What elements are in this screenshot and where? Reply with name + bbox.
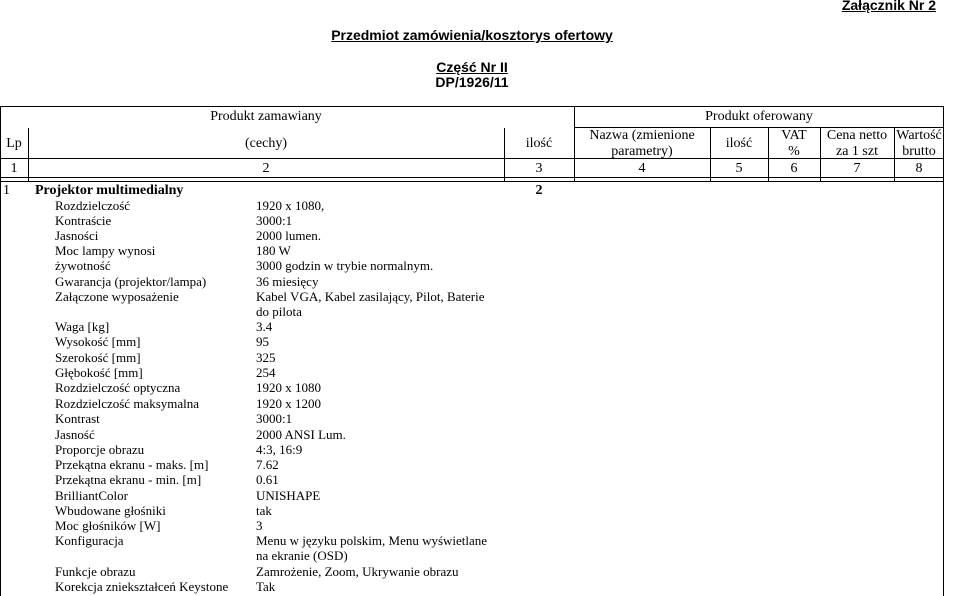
header-value-line1: Wartość: [896, 128, 942, 143]
spec-value: 3000 godzin w trybie normalnym.: [256, 258, 434, 273]
spec-value: 4:3, 16:9: [256, 442, 303, 457]
spec-label: Szerokość [mm]: [55, 350, 141, 365]
header-price: [820, 128, 894, 160]
col-number-1: 1: [10, 161, 18, 176]
header-name-line1: Nazwa (zmienione: [589, 128, 695, 143]
header-price-line1: Cena netto: [826, 128, 888, 143]
spec-value: Zamrożenie, Zoom, Ukrywanie obrazu: [256, 564, 459, 579]
header-features: (cechy): [245, 136, 287, 151]
spec-value: Menu w języku polskim, Menu wyświetlane: [256, 533, 488, 548]
spec-label: Przekątna ekranu - maks. [m]: [55, 457, 209, 472]
col-number-8: 8: [915, 161, 923, 176]
header-value-line2: brutto: [902, 144, 936, 159]
col-border-left: [0, 106, 1, 596]
spec-label: Konfiguracja: [55, 533, 124, 548]
annex-number: Załącznik Nr 2: [841, 0, 936, 13]
item-qty: 2: [535, 183, 543, 198]
spec-label: Waga [kg]: [55, 319, 110, 334]
spec-label: Rozdzielczość maksymalna: [55, 396, 200, 411]
spec-label: Wbudowane głośniki: [55, 503, 166, 518]
spec-value: 1920 x 1200: [256, 396, 321, 411]
spec-label: Kontraście: [55, 213, 112, 228]
spec-label: Gwarancja (projektor/lampa): [55, 274, 207, 289]
header-name-line2: parametry): [611, 144, 673, 159]
spec-value: 2000 lumen.: [256, 228, 321, 243]
spec-value: 1920 x 1080,: [256, 198, 325, 213]
spec-label: Załączone wyposażenie: [55, 289, 179, 304]
spec-label: Proporcje obrazu: [55, 442, 145, 457]
group-offered-label: Produkt oferowany: [705, 109, 813, 124]
spec-value: 3000:1: [256, 213, 293, 228]
spec-label: Jasności: [55, 228, 99, 243]
spec-value-continued: do pilota: [256, 304, 302, 319]
spec-value: UNISHAPE: [256, 488, 321, 503]
spec-label: Wysokość [mm]: [55, 334, 141, 349]
spec-value: 3000:1: [256, 411, 293, 426]
header-qty: ilość: [525, 136, 553, 151]
spec-value: 7.62: [256, 457, 279, 472]
col-number-3: 3: [535, 161, 543, 176]
reference-number: DP/1926/11: [435, 74, 509, 90]
document-subject: Przedmiot zamówienia/kosztorys ofertowy: [331, 27, 613, 43]
spec-label: Funkcje obrazu: [55, 564, 136, 579]
spec-value: 254: [256, 365, 276, 380]
group-ordered-label: Produkt zamawiany: [210, 109, 322, 124]
col-number-5: 5: [735, 161, 743, 176]
spec-value: 1920 x 1080: [256, 380, 321, 395]
spec-label: Jasność: [55, 427, 95, 442]
numbers-divider: [0, 177, 944, 178]
spec-value: 2000 ANSI Lum.: [256, 427, 346, 442]
header-lp: Lp: [6, 136, 22, 151]
item-name: Projektor multimedialny: [35, 183, 184, 198]
spec-value-continued: na ekranie (OSD): [256, 548, 348, 563]
spec-label: Moc głośników [W]: [55, 518, 161, 533]
spec-value: 36 miesięcy: [256, 274, 319, 289]
header-qty-offered: ilość: [725, 136, 753, 151]
header-vat-line1: VAT: [781, 128, 807, 143]
spec-value: 3: [256, 518, 263, 533]
order-table: [0, 106, 944, 596]
header-price-line2: za 1 szt: [836, 144, 878, 159]
spec-label: Korekcja zniekształceń Keystone: [55, 579, 229, 594]
spec-value: Kabel VGA, Kabel zasilający, Pilot, Baterie: [256, 289, 485, 304]
header-vat: [768, 128, 820, 160]
spec-label: Rozdzielczość: [55, 198, 131, 213]
spec-label: Rozdzielczość optyczna: [55, 380, 181, 395]
col-number-7: 7: [853, 161, 861, 176]
spec-value: 3.4: [256, 319, 273, 334]
item-lp: 1: [3, 183, 10, 198]
spec-label: Głębokość [mm]: [55, 365, 143, 380]
numbers-divider-double: [0, 181, 944, 182]
col-border-right: [943, 106, 944, 596]
spec-value: 180 W: [256, 243, 291, 258]
spec-value: tak: [256, 503, 272, 518]
spec-label: BrilliantColor: [55, 488, 128, 503]
part-number: Część Nr II: [436, 59, 508, 75]
spec-value: 0.61: [256, 472, 279, 487]
spec-label: Kontrast: [55, 411, 100, 426]
spec-value: 95: [256, 334, 269, 349]
spec-label: Przekątna ekranu - min. [m]: [55, 472, 202, 487]
col-number-6: 6: [790, 161, 798, 176]
col-number-4: 4: [638, 161, 646, 176]
spec-label: żywotność: [55, 258, 111, 273]
table-border-top: [0, 106, 944, 107]
spec-value: 325: [256, 350, 276, 365]
header-name: [574, 128, 710, 160]
header-value: [894, 128, 944, 160]
col-number-2: 2: [262, 161, 270, 176]
spec-value: Tak: [256, 579, 276, 594]
spec-label: Moc lampy wynosi: [55, 243, 156, 258]
header-vat-line2: %: [788, 144, 800, 159]
